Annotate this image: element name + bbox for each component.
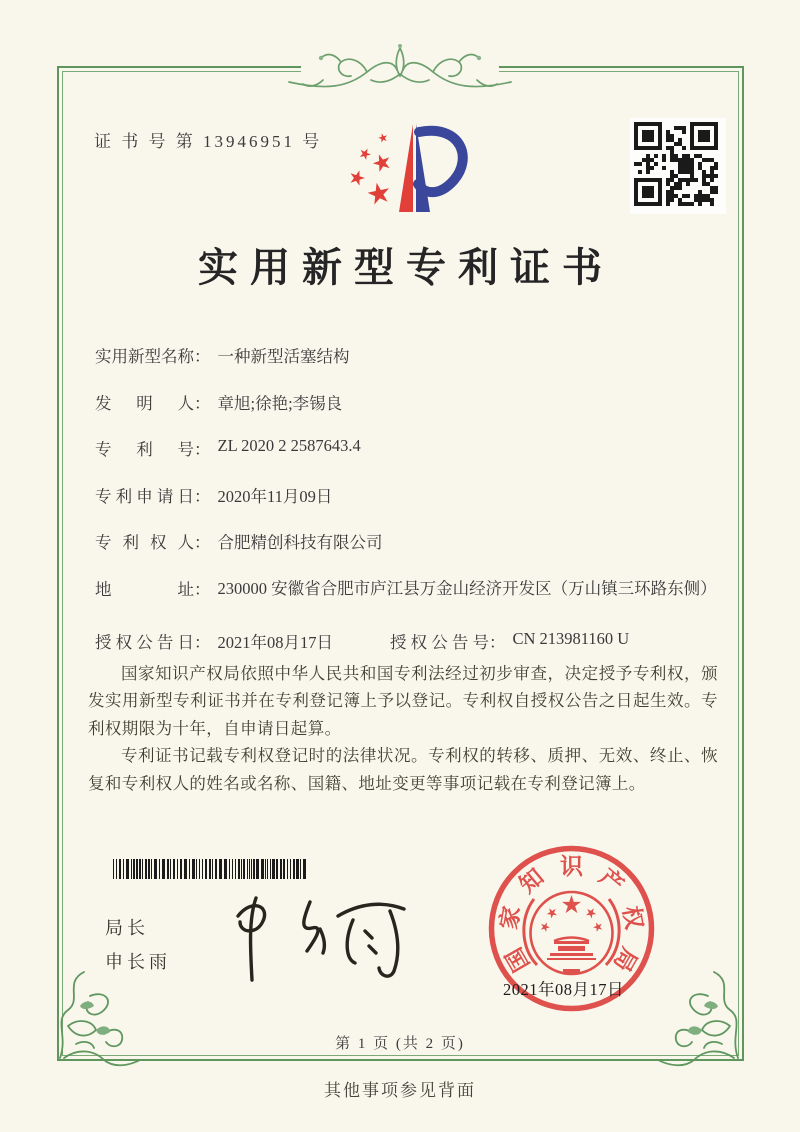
field-row-address: [95, 576, 718, 602]
field-value: 一种新型活塞结构: [217, 347, 350, 366]
legal-paragraph-1: 国家知识产权局依照中华人民共和国专利法经过初步审查，决定授予专利权，颁发实用新型专利证书并在专利登记簿上予以登记。专利权自授权公告之日起生效。专利权期限为十年，自申请日起算。: [88, 664, 718, 738]
seal-char: 局: [608, 943, 642, 976]
grant-no-value: CN 213981160 U: [512, 629, 630, 648]
page-number: 第 1 页 (共 2 页): [335, 1036, 465, 1052]
grant-date-value: 2021年08月17日: [217, 633, 333, 652]
field-row-grant: [95, 629, 725, 653]
field-value: ZL 2020 2 2587643.4: [217, 436, 361, 455]
cnipa-logo-icon: [337, 112, 507, 236]
field-colon: ：: [194, 347, 211, 366]
legal-paragraph-2: 专利证书记载专利权登记时的法律状况。专利权的转移、质押、无效、终止、恢复和专利权人的姓名或名称、国籍、地址变更等事项记载在专利登记簿上。: [88, 746, 718, 793]
grant-date-group: [95, 629, 333, 652]
seal-char: 家: [496, 904, 525, 932]
field-row-inventor: [95, 390, 342, 414]
field-row-name: [95, 343, 350, 367]
signer-name: 申长雨: [105, 952, 171, 972]
seal-char: 产: [594, 864, 629, 898]
field-label: 实用新型名称: [95, 347, 194, 366]
seal-char: 国: [501, 943, 535, 976]
field-row-patent-no: [95, 436, 361, 460]
qr-code: [630, 118, 726, 214]
seal-date: 2021年08月17日: [503, 980, 624, 999]
legal-text: [88, 660, 718, 797]
field-label: 发明人: [95, 394, 194, 413]
signature-image: [222, 890, 422, 990]
barcode: [113, 859, 309, 879]
field-label: 专利权人: [95, 533, 194, 552]
field-colon: ：: [194, 580, 211, 599]
field-label: 专利申请日: [95, 487, 194, 506]
seal-char: 知: [514, 864, 549, 898]
field-value: 章旭;徐艳;李锡良: [217, 394, 343, 413]
grant-no-group: [390, 629, 629, 653]
field-value: 230000 安徽省合肥市庐江县万金山经济开发区（万山镇三环路东侧）: [217, 579, 717, 598]
field-row-patentee: [95, 529, 383, 553]
back-side-note: 其他事项参见背面: [324, 1081, 476, 1100]
signer-title: 局长: [105, 918, 149, 938]
field-label: 授权公告日: [95, 633, 194, 652]
field-row-filing-date: [95, 483, 332, 507]
field-colon: ：: [489, 633, 506, 652]
field-colon: ：: [194, 487, 211, 506]
field-label: 地址: [95, 580, 194, 599]
field-colon: ：: [194, 633, 211, 652]
field-label: 授权公告号: [390, 633, 489, 652]
field-colon: ：: [194, 533, 211, 552]
seal-char: 权: [618, 904, 647, 932]
field-colon: ：: [194, 394, 211, 413]
field-value: 2020年11月09日: [217, 487, 333, 506]
certificate-title: 实用新型专利证书: [198, 245, 614, 290]
seal-char: 识: [560, 854, 583, 879]
seal-emblem: [524, 892, 619, 974]
certificate-number: 证 书 号 第 13946951 号: [94, 132, 323, 151]
field-colon: ：: [194, 440, 211, 459]
field-label: 专利号: [95, 440, 194, 459]
field-value: 合肥精创科技有限公司: [217, 533, 383, 552]
